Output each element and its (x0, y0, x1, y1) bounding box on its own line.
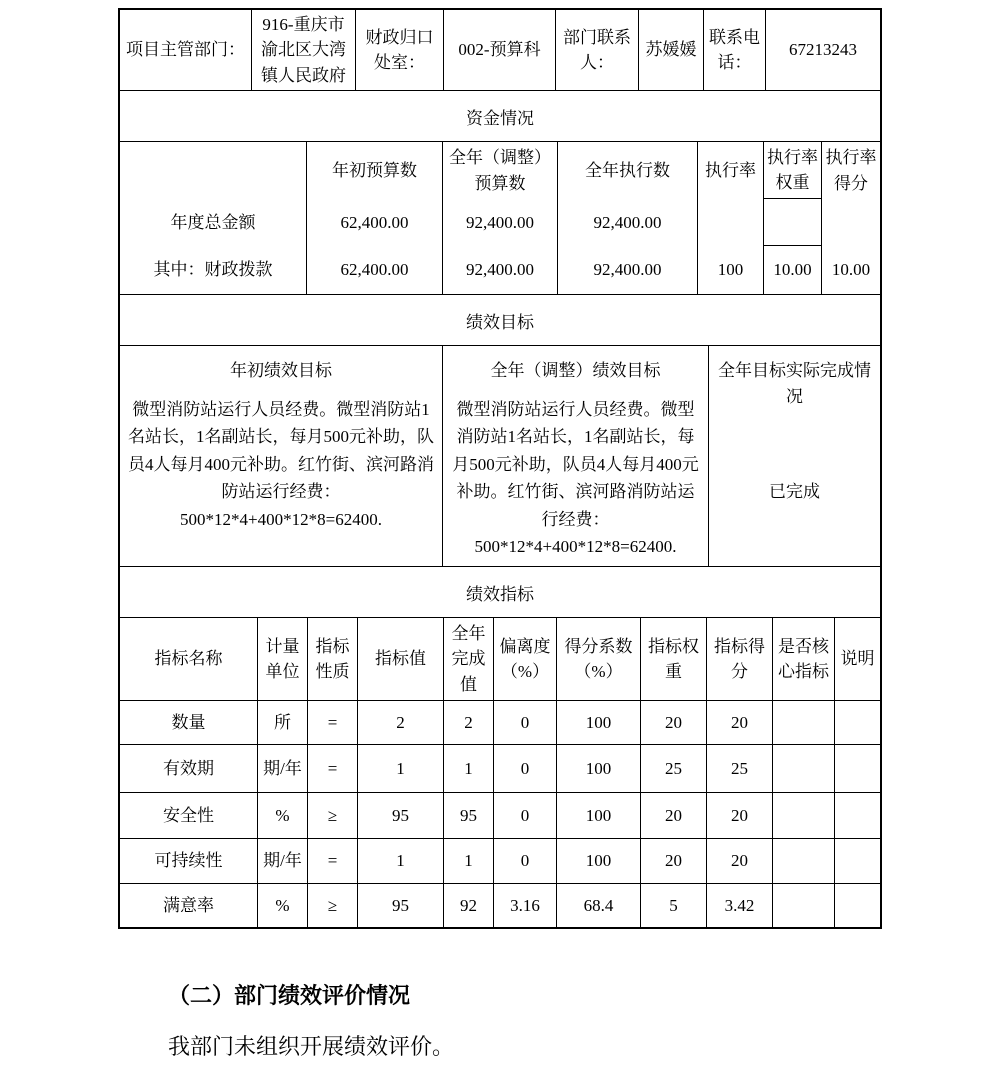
ind-header-score: 指标得分 (707, 618, 773, 701)
ind-cell: 100 (557, 793, 641, 839)
funds-cell (698, 199, 764, 246)
finance-office-label: 财政归口处室： (356, 10, 444, 90)
ind-cell (773, 839, 835, 884)
funds-header-rate-weight: 执行率权重 (764, 142, 822, 199)
ind-header-deviation: 偏离度（%） (494, 618, 557, 701)
contact-label: 部门联系人： (556, 10, 639, 90)
section-title-indicators: 绩效指标 (120, 567, 880, 618)
ind-cell: 期/年 (258, 839, 308, 884)
funds-header-blank (120, 142, 307, 199)
goals-table (120, 346, 880, 567)
funds-cell (764, 199, 822, 246)
funds-cell: 62,400.00 (307, 246, 443, 294)
ind-cell: 25 (707, 745, 773, 793)
funds-cell: 100 (698, 246, 764, 294)
footer-section (168, 982, 454, 1061)
ind-cell: 0 (494, 793, 557, 839)
ind-cell: 1 (444, 745, 494, 793)
ind-cell: 20 (707, 793, 773, 839)
goal-completion-title: 全年目标实际完成情况 (718, 361, 871, 406)
ind-cell (773, 884, 835, 927)
ind-cell: 数量 (120, 701, 258, 745)
funds-header-adjusted-budget: 全年（调整）预算数 (443, 142, 558, 199)
ind-cell: 20 (707, 701, 773, 745)
finance-office-value: 002-预算科 (444, 10, 556, 90)
ind-cell (773, 701, 835, 745)
goal-completion-status: 已完成 (769, 482, 820, 501)
ind-cell: 期/年 (258, 745, 308, 793)
funds-cell: 92,400.00 (443, 246, 558, 294)
ind-cell: ≥ (308, 793, 358, 839)
ind-header-coefficient: 得分系数（%） (557, 618, 641, 701)
funds-cell (822, 199, 880, 246)
project-info-row (120, 10, 880, 91)
ind-header-note: 说明 (835, 618, 880, 701)
ind-cell: 3.42 (707, 884, 773, 927)
funds-cell: 92,400.00 (443, 199, 558, 246)
ind-cell: 2 (358, 701, 444, 745)
ind-header-actual: 全年完成值 (444, 618, 494, 701)
ind-header-weight: 指标权重 (641, 618, 707, 701)
funds-row-label: 年度总金额 (120, 199, 307, 246)
ind-cell: 20 (641, 701, 707, 745)
funds-cell: 62,400.00 (307, 199, 443, 246)
ind-cell (835, 701, 880, 745)
ind-cell: 1 (358, 745, 444, 793)
ind-cell: 有效期 (120, 745, 258, 793)
ind-cell: % (258, 793, 308, 839)
ind-cell: 满意率 (120, 884, 258, 927)
section-title-goals: 绩效目标 (120, 295, 880, 346)
goal-adjusted-text: 微型消防站运行人员经费。微型消防站1名站长，1名副站长，每月500元补助，队员4人每月400元补助。红竹街、滨河路消防站运行经费：500*12*4+400*12*8=62400. (452, 399, 699, 557)
funds-header-initial-budget: 年初预算数 (307, 142, 443, 199)
goal-adjusted-cell (443, 346, 709, 566)
ind-header-core: 是否核心指标 (773, 618, 835, 701)
goal-initial-title: 年初绩效目标 (230, 361, 332, 380)
ind-cell: 100 (557, 745, 641, 793)
funds-header-rate-score: 执行率得分 (825, 148, 877, 193)
footer-body: 我部门未组织开展绩效评价。 (168, 1033, 455, 1059)
goal-completion-cell (709, 346, 880, 566)
ind-header-name: 指标名称 (120, 618, 258, 701)
ind-cell: % (258, 884, 308, 927)
contact-value: 苏媛媛 (639, 10, 704, 90)
ind-cell: 95 (444, 793, 494, 839)
ind-cell: 所 (258, 701, 308, 745)
phone-label: 联系电话： (704, 10, 766, 90)
ind-cell: 100 (557, 701, 641, 745)
ind-cell: 92 (444, 884, 494, 927)
ind-cell: = (308, 839, 358, 884)
funds-cell: 92,400.00 (558, 246, 698, 294)
ind-cell: 100 (557, 839, 641, 884)
ind-cell (835, 745, 880, 793)
goal-initial-cell (120, 346, 443, 566)
ind-cell: 20 (641, 793, 707, 839)
ind-cell: 5 (641, 884, 707, 927)
ind-cell: 20 (641, 839, 707, 884)
indicators-table (120, 618, 880, 927)
goal-initial-text: 微型消防站运行人员经费。微型消防站1名站长，1名副站长，每月500元补助，队员4人每月400元补助。红竹街、滨河路消防站运行经费：500*12*4+400*12*8=62400. (128, 399, 434, 529)
dept-value: 916-重庆市渝北区大湾镇人民政府 (252, 10, 356, 90)
goal-adjusted-title: 全年（调整）绩效目标 (490, 361, 661, 380)
ind-cell: 95 (358, 793, 444, 839)
phone-value: 67213243 (789, 40, 857, 60)
funds-row-label: 其中：财政拨款 (120, 246, 307, 294)
ind-cell: ≥ (308, 884, 358, 927)
ind-cell (773, 745, 835, 793)
ind-header-unit: 计量单位 (258, 618, 308, 701)
funds-cell: 92,400.00 (558, 199, 698, 246)
ind-cell: 安全性 (120, 793, 258, 839)
ind-cell (835, 839, 880, 884)
funds-cell: 10.00 (831, 260, 871, 280)
ind-cell: 1 (358, 839, 444, 884)
ind-cell: 3.16 (494, 884, 557, 927)
ind-cell: 可持续性 (120, 839, 258, 884)
ind-cell: 25 (641, 745, 707, 793)
ind-cell: 95 (358, 884, 444, 927)
ind-cell (835, 793, 880, 839)
ind-cell: = (308, 745, 358, 793)
funds-header-executed: 全年执行数 (558, 142, 698, 199)
funds-cell: 10.00 (764, 246, 822, 294)
ind-cell: 20 (707, 839, 773, 884)
ind-cell: 2 (444, 701, 494, 745)
ind-header-target: 指标值 (358, 618, 444, 701)
ind-header-nature: 指标性质 (308, 618, 358, 701)
ind-cell (835, 884, 880, 927)
dept-label: 项目主管部门： (120, 10, 252, 90)
footer-heading: （二）部门绩效评价情况 (168, 983, 411, 1008)
ind-cell: = (308, 701, 358, 745)
ind-cell: 0 (494, 839, 557, 884)
performance-report-table (118, 8, 882, 929)
ind-cell: 68.4 (557, 884, 641, 927)
funds-table (120, 142, 880, 295)
ind-cell (773, 793, 835, 839)
ind-cell: 0 (494, 701, 557, 745)
section-title-funds: 资金情况 (120, 91, 880, 142)
ind-cell: 0 (494, 745, 557, 793)
ind-cell: 1 (444, 839, 494, 884)
funds-header-execution-rate: 执行率 (698, 142, 764, 199)
